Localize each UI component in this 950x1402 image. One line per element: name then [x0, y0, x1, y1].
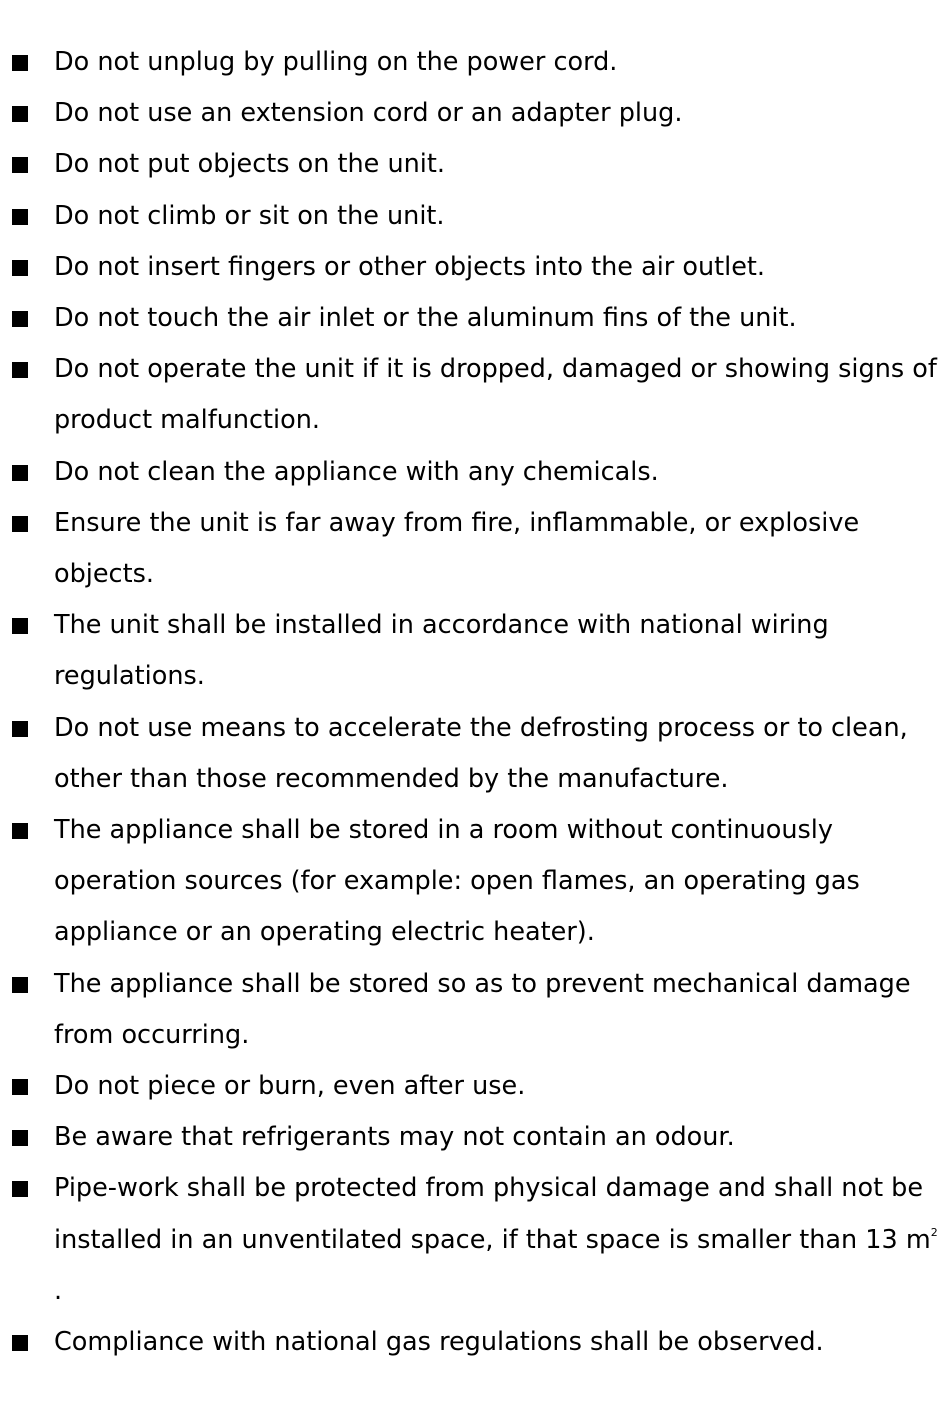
- list-item-text: The appliance shall be stored so as to prevent mechanical damage from occurring.: [54, 968, 911, 1050]
- list-item-text: Do not clean the appliance with any chemicals.: [54, 456, 659, 487]
- square-bullet-icon: [12, 209, 28, 225]
- square-bullet-icon: [12, 1181, 28, 1197]
- list-item: [0, 242, 950, 293]
- square-bullet-icon: [12, 465, 28, 481]
- list-item: [0, 1061, 950, 1112]
- list-item-text: The unit shall be installed in accordance with national wiring regulations.: [54, 610, 829, 692]
- list-item-text: Do not insert fingers or other objects into the air outlet.: [54, 251, 766, 282]
- list-item: [0, 293, 950, 344]
- list-item: [0, 139, 950, 190]
- pipework-suffix: .: [54, 1275, 63, 1306]
- list-item: [0, 1112, 950, 1163]
- area-unit-superscript: 2: [930, 1225, 938, 1239]
- square-bullet-icon: [12, 55, 28, 71]
- list-item: [0, 498, 950, 600]
- list-item: [0, 959, 950, 1061]
- list-item-text: Compliance with national gas regulations shall be observed.: [54, 1327, 824, 1358]
- square-bullet-icon: [12, 823, 28, 839]
- list-item-pipework: [0, 1163, 950, 1317]
- list-item-text: The appliance shall be stored in a room without continuously operation sources (for example: open flames, an operating gas appliance or an operating electric heater).: [54, 815, 860, 948]
- list-item-text: [54, 1163, 944, 1317]
- square-bullet-icon: [12, 516, 28, 532]
- list-item-text: Do not climb or sit on the unit.: [54, 200, 445, 231]
- square-bullet-icon: [12, 1079, 28, 1095]
- list-item-text: Ensure the unit is far away from fire, inflammable, or explosive objects.: [54, 507, 860, 590]
- list-item: [0, 447, 950, 498]
- list-item: [0, 37, 950, 88]
- list-item-text: Do not touch the air inlet or the aluminum fins of the unit.: [54, 303, 797, 334]
- pipework-text: Pipe-work shall be protected from physical damage and shall not be installed in an unventilated space, if that space is smaller than 13 m: [54, 1173, 931, 1255]
- safety-instructions-list: [0, 37, 950, 1368]
- list-item: [0, 600, 950, 702]
- list-item: [0, 703, 950, 805]
- square-bullet-icon: [12, 1335, 28, 1351]
- list-item-text: Do not put objects on the unit.: [54, 149, 445, 180]
- list-item: [0, 191, 950, 242]
- list-item-text: Do not use an extension cord or an adapter plug.: [54, 98, 683, 129]
- list-item: [0, 1317, 950, 1368]
- square-bullet-icon: [12, 721, 28, 737]
- list-item-text: Do not piece or burn, even after use.: [54, 1071, 526, 1102]
- square-bullet-icon: [12, 618, 28, 634]
- list-item: [0, 805, 950, 959]
- square-bullet-icon: [12, 311, 28, 327]
- square-bullet-icon: [12, 362, 28, 378]
- square-bullet-icon: [12, 157, 28, 173]
- square-bullet-icon: [12, 260, 28, 276]
- list-item-text: Do not use means to accelerate the defrosting process or to clean, other than those recommended by the manufacture.: [54, 712, 908, 794]
- list-item: [0, 88, 950, 139]
- list-item: [0, 344, 950, 446]
- square-bullet-icon: [12, 106, 28, 122]
- list-item-text: Do not operate the unit if it is dropped, damaged or showing signs of product malfunction.: [54, 354, 937, 436]
- square-bullet-icon: [12, 977, 28, 993]
- list-item-text: Do not unplug by pulling on the power cord.: [54, 47, 618, 77]
- list-item-text: Be aware that refrigerants may not contain an odour.: [54, 1122, 735, 1153]
- square-bullet-icon: [12, 1130, 28, 1146]
